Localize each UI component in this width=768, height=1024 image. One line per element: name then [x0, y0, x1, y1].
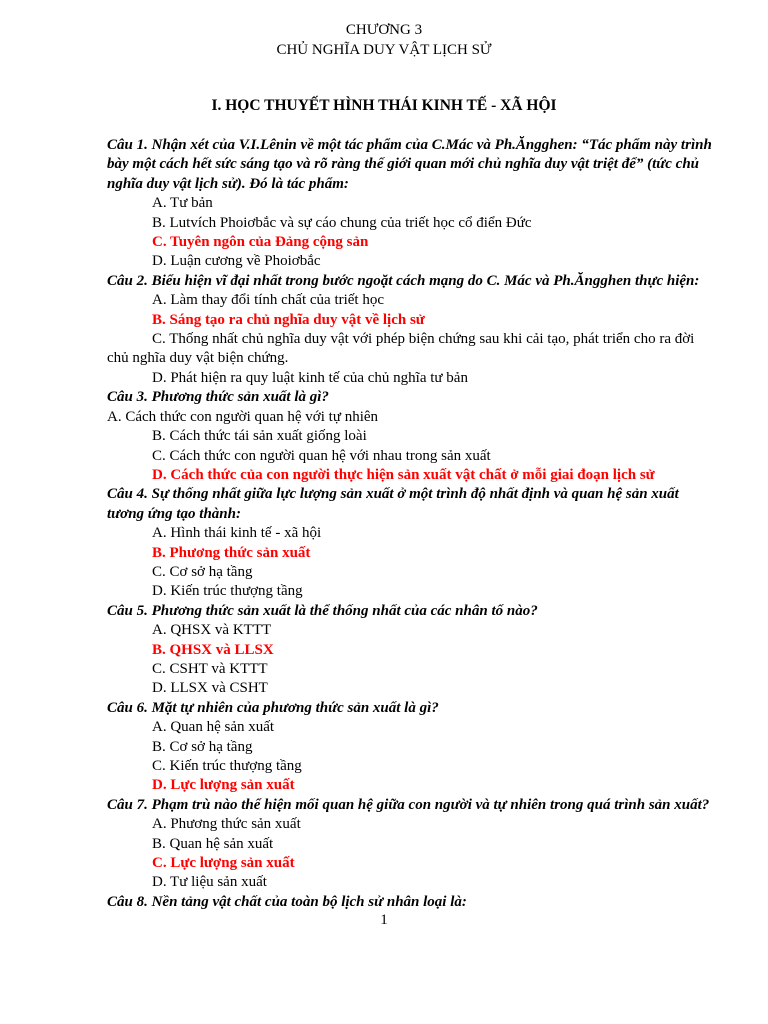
question-8: Câu 8. Nền tảng vật chất của toàn bộ lịch sử nhân loại là: — [107, 893, 467, 910]
q2-option-d: D. Phát hiện ra quy luật kinh tế của chủ nghĩa tư bản — [152, 369, 468, 386]
question-list — [107, 136, 717, 912]
q2-option-a: A. Làm thay đổi tính chất của triết học — [152, 292, 385, 309]
q4-option-b-correct: B. Phương thức sản xuất — [152, 544, 311, 561]
q3-option-c: C. Cách thức con người quan hệ với nhau trong sản xuất — [152, 447, 491, 464]
section-heading: I. HỌC THUYẾT HÌNH THÁI KINH TẾ - XÃ HỘI — [211, 97, 557, 114]
q1-option-b: B. Lutvích Phoiơbắc và sự cáo chung của triết học cổ điển Đức — [152, 214, 532, 231]
q4-option-d: D. Kiến trúc thượng tầng — [152, 583, 303, 600]
q2-option-b-correct: B. Sáng tạo ra chủ nghĩa duy vật về lịch sử — [152, 311, 425, 328]
q7-option-c-correct: C. Lực lượng sản xuất — [152, 855, 295, 872]
q5-option-c: C. CSHT và KTTT — [152, 660, 268, 677]
q5-option-b-correct: B. QHSX và LLSX — [152, 641, 274, 658]
question-1: Câu 1. Nhận xét của V.I.Lênin về một tác phẩm của C.Mác và Ph.Ăngghen: “Tác phẩm này trình bày một cách hết sức sáng tạo và rõ ràng thế giới quan mới chủ nghĩa duy vật triệt để” (tức chủ nghĩa duy vật lịch sử). Đó là tác phẩm: — [107, 137, 712, 192]
page-number: 1 — [380, 912, 388, 928]
q2-option-c-continued: chủ nghĩa duy vật biện chứng. — [107, 350, 289, 367]
q1-option-c-correct: C. Tuyên ngôn của Đảng cộng sản — [152, 234, 369, 251]
q7-option-a: A. Phương thức sản xuất — [152, 816, 301, 833]
question-3: Câu 3. Phương thức sản xuất là gì? — [107, 389, 329, 406]
q1-option-d: D. Luận cương về Phoiơbắc — [152, 253, 321, 270]
q6-option-c: C. Kiến trúc thượng tầng — [152, 758, 302, 774]
chapter-title: CHỦ NGHĨA DUY VẬT LỊCH SỬ — [276, 42, 492, 58]
question-6: Câu 6. Mặt tự nhiên của phương thức sản xuất là gì? — [107, 699, 439, 716]
q6-option-b: B. Cơ sở hạ tầng — [152, 738, 253, 755]
q7-option-b: B. Quan hệ sản xuất — [152, 835, 274, 852]
q2-option-c: C. Thống nhất chủ nghĩa duy vật với phép biện chứng sau khi cải tạo, phát triển cho ra đời — [152, 331, 695, 348]
q6-option-d-correct: D. Lực lượng sản xuất — [152, 777, 295, 794]
q5-option-a: A. QHSX và KTTT — [152, 622, 272, 639]
q4-option-a: A. Hình thái kinh tế - xã hội — [152, 525, 322, 542]
q7-option-d: D. Tư liệu sản xuất — [152, 874, 267, 891]
question-2: Câu 2. Biểu hiện vĩ đại nhất trong bước ngoặt cách mạng do C. Mác và Ph.Ăngghen thực hiện: — [107, 272, 700, 289]
question-7: Câu 7. Phạm trù nào thể hiện mối quan hệ giữa con người và tự nhiên trong quá trình sản xuất? — [107, 796, 710, 813]
chapter-number: CHƯƠNG 3 — [345, 22, 423, 38]
q1-option-a: A. Tư bản — [152, 195, 213, 212]
q3-option-d-correct: D. Cách thức của con người thực hiện sản xuất vật chất ở mỗi giai đoạn lịch sử — [152, 466, 655, 483]
question-4: Câu 4. Sự thống nhất giữa lực lượng sản xuất ở một trình độ nhất định và quan hệ sản xuất tương ứng tạo thành: — [107, 486, 679, 522]
q6-option-a: A. Quan hệ sản xuất — [152, 719, 275, 736]
chapter-header — [0, 20, 768, 60]
q5-option-d: D. LLSX và CSHT — [152, 680, 268, 697]
q4-option-c: C. Cơ sở hạ tầng — [152, 563, 253, 580]
q3-option-a: A. Cách thức con người quan hệ với tự nhiên — [107, 408, 379, 425]
question-5: Câu 5. Phương thức sản xuất là thể thống nhất của các nhân tố nào? — [107, 602, 538, 619]
q3-option-b: B. Cách thức tái sản xuất giống loài — [152, 428, 367, 445]
